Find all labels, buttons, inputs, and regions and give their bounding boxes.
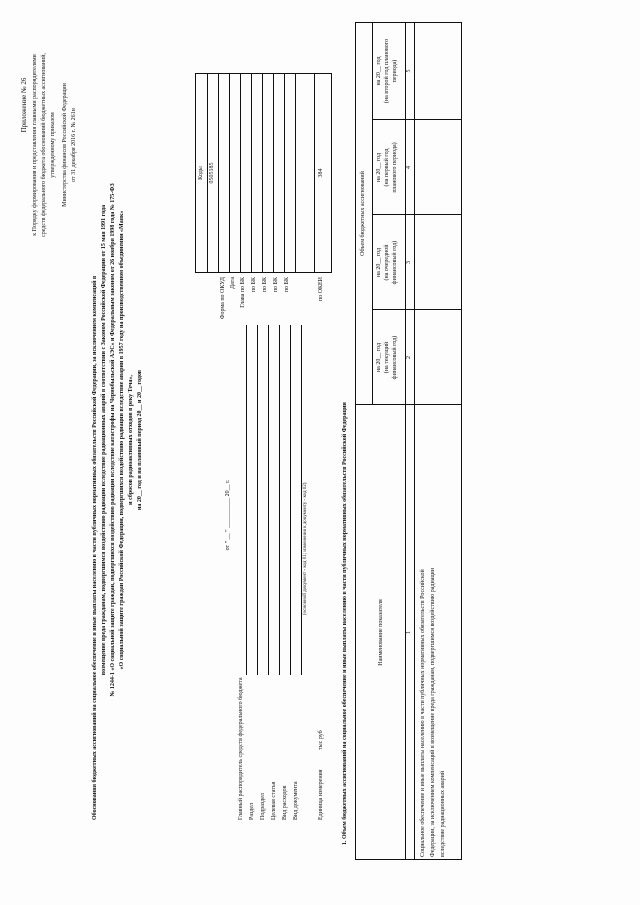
col-header-group: Объем бюджетных ассигнований	[360, 171, 366, 256]
row-label: Социальное обеспечение и иные выплаты населению в части публичных нормативных обязательств Российской	[420, 569, 426, 857]
code-label: по БК	[284, 277, 290, 293]
codes-divider	[262, 73, 263, 273]
appendix-number: Приложение № 26	[20, 77, 28, 133]
codes-divider	[207, 73, 208, 273]
appendix-line: от 31 декабря 2016 г. № 261н	[71, 108, 77, 182]
col-header-plan2: периода)	[392, 59, 398, 83]
field-label-subsection: Подраздел	[260, 793, 266, 820]
codes-divider	[314, 73, 315, 273]
form-title: «О социальной защите граждан Российской Федерации, подвергшихся воздействию радиации вследствие аварии в 1957 году на производственном объединении «Маяк»	[119, 210, 125, 670]
col-number: 1	[406, 631, 412, 634]
codes-header: Коды	[198, 166, 204, 180]
appendix-line: к Порядку формирования и представления главными распорядителями	[32, 54, 38, 236]
code-label: Глава по БК	[240, 277, 246, 308]
form-title: на 20__ год и на плановый период 20__ и 20__ годов	[137, 369, 143, 511]
field-line	[279, 325, 280, 675]
unit-value: тыс руб	[318, 730, 324, 750]
col-number: 3	[406, 261, 412, 264]
col-header-plan1: на 20__ год	[376, 152, 382, 183]
code-label: по БК	[273, 277, 279, 293]
code-label: по БК	[251, 277, 257, 293]
col-header-name: Наименование показателя	[378, 599, 384, 666]
form-title: возмещение вреда гражданам, подвергшимся воздействию радиации вследствие радиационных аварий в соответствии с Законом Российской Федерации от 15 мая 1991 года	[101, 204, 107, 676]
okei-label: по ОКЕИ	[318, 277, 324, 302]
col-header-plan2: (на второй год планового	[384, 38, 390, 104]
form-title: № 1244-1 «О социальной защите граждан, подвергшихся воздействию радиации вследствие катастрофы на Чернобыльской АЭС» и Федеральным законом от 26 ноября 1998 года № 175-ФЗ	[110, 183, 116, 697]
field-line	[301, 325, 302, 675]
codes-divider	[240, 73, 241, 273]
codes-divider	[218, 73, 219, 273]
okud-code: 0505185	[209, 162, 215, 184]
appendix-line: средств федерального бюджета обоснований бюджетных ассигнований,	[41, 53, 47, 237]
col-header-current: (на текущий	[384, 341, 390, 374]
row-label: вследствие радиационных аварий	[440, 770, 446, 857]
form-title: Обоснования бюджетных ассигнований на социальное обеспечение и иные выплаты населению в части публичных нормативных обязательств Российской Федерации, за исключением компенсаций в	[92, 275, 98, 820]
col-header-plan1: планового периода)	[392, 142, 398, 193]
col-header-plan1: (на первый год	[384, 148, 390, 187]
field-line	[257, 325, 258, 675]
row-label: Федерации, за исключением компенсаций в возмещение вреда гражданам, подвергшимся воздействию радиации	[430, 568, 436, 857]
field-line	[268, 325, 269, 675]
codes-box	[195, 73, 332, 273]
doc-type-hint: (основной документ - код 01; изменения к документу - код 02)	[303, 482, 308, 615]
col-number: 5	[406, 69, 412, 73]
field-label-target-article: Целевая статья	[271, 781, 277, 820]
field-label-expense-type: Вид расходов	[282, 785, 288, 820]
col-header-plan2: на 20__ год	[376, 56, 382, 86]
col-header-next: (на очередной	[384, 244, 390, 281]
col-number: 4	[406, 166, 412, 169]
field-label-doc-type: Вид документа	[293, 781, 299, 820]
date-line: от " __ " __________ 20__ г.	[225, 479, 231, 551]
code-label: по БК	[262, 277, 268, 293]
date-label: Дата	[230, 277, 236, 289]
col-header-current: финансовый год)	[392, 335, 398, 380]
codes-divider	[273, 73, 274, 273]
col-header-next: финансовый год)	[392, 240, 398, 285]
codes-divider	[251, 73, 252, 273]
row-separator	[414, 22, 415, 860]
codes-divider	[284, 73, 285, 273]
codes-divider	[295, 73, 296, 273]
form-title: и сбросов радиоактивных отходов в реку Теча»,	[128, 375, 134, 505]
okud-label: Форма по ОКУД	[220, 277, 226, 320]
codes-divider	[229, 73, 230, 273]
appendix-line: Министерства финансов Российской Федерации	[62, 83, 68, 207]
field-label-ministry: Главный распорядитель средств федерального бюджета	[238, 677, 244, 820]
section-title: 1. Объем бюджетных ассигнований на социальное обеспечение и иные выплаты населению в части публичных нормативных обязательств Российской Федерации	[342, 402, 348, 845]
field-line	[290, 325, 291, 675]
unit-label: Единица измерения	[318, 769, 324, 820]
row-separator	[372, 22, 373, 405]
okei-code: 384	[318, 168, 324, 178]
field-label-section: Раздел	[249, 803, 255, 820]
col-number: 2	[406, 356, 412, 359]
col-header-next: на 20__ год	[376, 247, 382, 278]
appendix-line: утвержденному приказом	[50, 112, 56, 178]
col-header-current: на 20__ год	[376, 342, 382, 373]
field-line	[246, 325, 247, 675]
